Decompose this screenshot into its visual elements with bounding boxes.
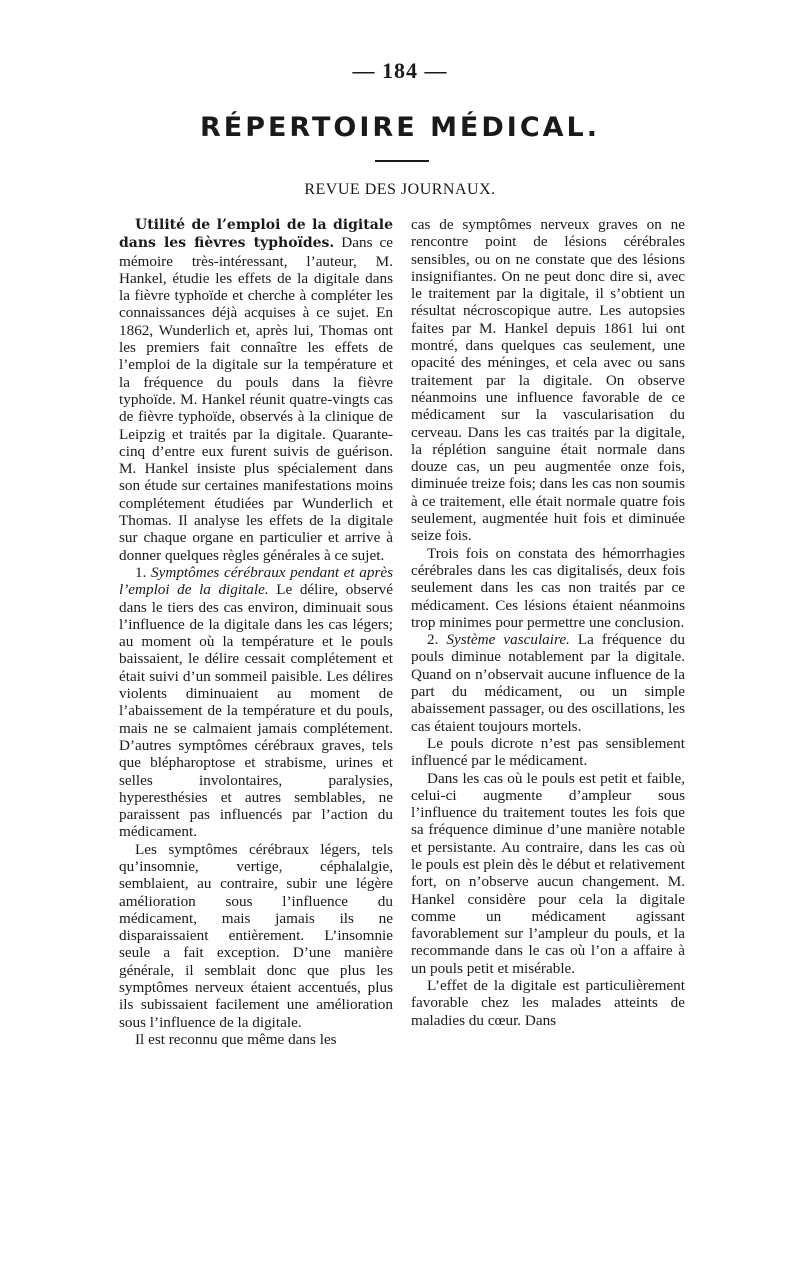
paragraph: Trois fois on constata des hémorrhagies cérébrales dans les cas digitalisés, deux fois seulement dans les cas non traités par ce médicament. Ces lésions étaient néanmoins trop minimes pour permettre une conclusion.	[411, 544, 685, 631]
page-header: RÉPERTOIRE MÉDICAL.	[199, 112, 601, 143]
subsection-title: Système vasculaire.	[446, 631, 570, 649]
article-title: Utilité de l’emploi de la digitale dans les fièvres typhoïdes.	[119, 217, 393, 252]
list-number: 1.	[135, 563, 147, 581]
paragraph	[119, 564, 393, 841]
paragraph	[119, 216, 393, 564]
paragraph: cas de symptômes nerveux graves on ne rencontre point de lésions cérébrales sensibles, ou on ne constate que des lésions insignifiantes. On ne peut donc dire si, avec le traitement par la digitale, il s’obtient un résultat nécroscopique autre. Les autopsies faites par M. Hankel depuis 1861 lui ont montré, dans quelques cas seulement, une opacité des méninges, et cela avec ou sans traitement par la digitale. On observe néanmoins une influence favorable de ce médicament sur la vascularisation du cerveau. Dans les cas traités par la digitale, la réplétion sanguine était normale dans douze cas, un peu augmentée onze fois, diminuée treize fois; dans les cas non soumis à ce traitement, elle était normale quatre fois seulement, augmentée huit fois et diminuée seize fois.	[411, 216, 685, 545]
paragraph: Les symptômes cérébraux légers, tels qu’insomnie, vertige, céphalalgie, semblaient, au contraire, subir une légère amélioration sous l’influence du médicament, mais jamais ils ne disparaissaient entièrement. L’insomnie seule a fait exception. D’une manière générale, il semblait donc que plus les symptômes nerveux étaient accentués, plus ils subissaient facilement une amélioration sous l’influence de la digitale.	[119, 840, 393, 1031]
header-rule	[375, 160, 429, 162]
subsection-title: Symptômes cérébraux pendant et après l’emploi de la digitale.	[119, 563, 393, 599]
paragraph-text: Le délire, observé dans le tiers des cas environ, diminuait sous l’influence de la digitale dans les cas légers; au moment où la température et le pouls baissaient, le délire cessait complétement et était suivi d’un sommeil paisible. Les délires violents diminuaient au moment de l’abaissement de la température et du pouls, mais ne se calmaient jamais complétement. D’autres symptômes cérébraux graves, tels que blépharoptose et strabisme, urines et selles involontaires, paralysies, hyperesthésies et autres semblables, ne paraissent pas influencés par l’action du médicament.	[119, 581, 393, 841]
page-number: — 184 —	[352, 58, 448, 83]
paragraph-text: Dans ce mémoire très-intéressant, l’auteur, M. Hankel, étudie les effets de la digitale dans la fièvre typhoïde et cherche à compléter les connaissances déjà acquises à ce sujet. En 1862, Wunderlich et, après lui, Thomas ont les premiers fait connaître les effets de l’emploi de la digitale sur la température et la fréquence du pouls dans la fièvre typhoïde. M. Hankel réunit quatre-vingts cas de fièvre typhoïde, observés à la clinique de Leipzig et traités par la digitale. Quarante-cinq d’entre eux furent suivis de guérison. M. Hankel insiste plus spécialement dans son étude sur certaines manifestations moins complétement étudiées par Wunderlich et Thomas. Il analyse les effets de la digitale sur chaque organe en particulier et arrive à donner quelques règles générales à ce sujet.	[119, 234, 393, 564]
paragraph: Le pouls dicrote n’est pas sensiblement influencé par le médicament.	[411, 734, 685, 770]
paragraph: Dans les cas où le pouls est petit et faible, celui-ci augmente d’ampleur sous l’influence du traitement toutes les fois que sa fréquence diminue d’une manière notable et persistante. Au contraire, dans les cas où le pouls est plein dès le début et relativement fort, on n’observe aucun changement. M. Hankel considère pour cela la digitale comme un médicament agissant favorablement sur l’ampleur du pouls, et la recommande dans le cas où l’on a affaire à un pouls petit et misérable.	[411, 769, 685, 977]
right-column	[411, 216, 685, 1029]
paragraph	[411, 631, 685, 735]
paragraph: Il est reconnu que même dans les	[135, 1030, 337, 1048]
left-column	[119, 216, 393, 1048]
list-number: 2.	[427, 631, 439, 649]
section-title: REVUE DES JOURNAUX.	[304, 181, 496, 198]
paragraph-text: La fréquence du pouls diminue notablement par la digitale. Quand on n’observait aucune influence de la part du médicament, ou un simple abaissement passager, ou des oscillations, les cas étaient toujours mortels.	[411, 631, 685, 735]
paragraph: L’effet de la digitale est particulièrement favorable chez les malades atteints de maladies du cœur. Dans	[411, 977, 685, 1029]
